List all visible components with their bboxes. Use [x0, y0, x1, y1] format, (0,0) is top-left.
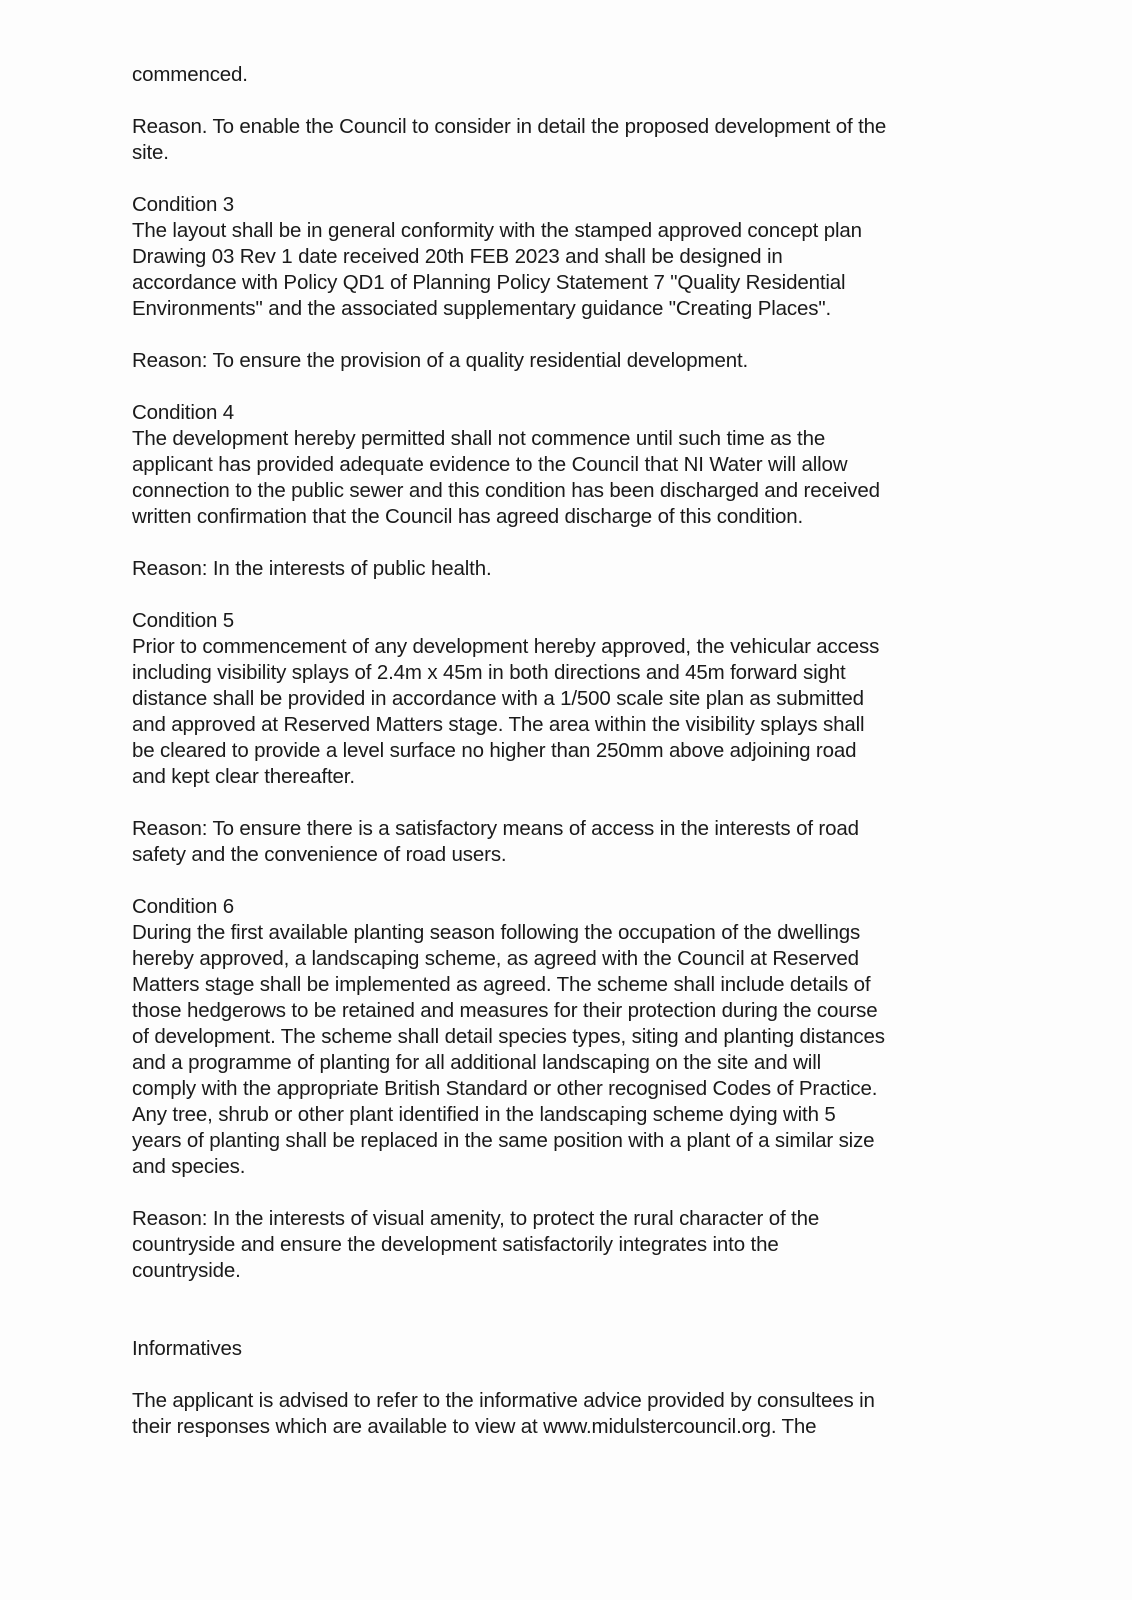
condition-heading: Condition 3	[132, 193, 235, 216]
text-line: connection to the public sewer and this condition has been discharged and received	[132, 479, 880, 502]
text-line: Reason. To enable the Council to consider in detail the proposed development of the	[132, 115, 887, 138]
text-line: and kept clear thereafter.	[132, 765, 355, 788]
text-line: Any tree, shrub or other plant identified in the landscaping scheme dying with 5	[132, 1103, 836, 1126]
text-line: During the first available planting season following the occupation of the dwellings	[132, 921, 861, 944]
informatives	[132, 1336, 1012, 1440]
text-line: Matters stage shall be implemented as agreed. The scheme shall include details of	[132, 973, 871, 996]
text-line: Drawing 03 Rev 1 date received 20th FEB 2023 and shall be designed in	[132, 245, 783, 268]
condition-2-reason	[132, 114, 1012, 166]
condition-reason: Reason: To ensure there is a satisfactory means of access in the interests of road	[132, 817, 859, 840]
condition-6	[132, 894, 1012, 1284]
text-line: and approved at Reserved Matters stage. The area within the visibility splays shall	[132, 713, 865, 736]
condition-reason: Reason: In the interests of visual amenity, to protect the rural character of the	[132, 1207, 820, 1230]
condition-reason: countryside and ensure the development satisfactorily integrates into the	[132, 1233, 779, 1256]
text-line: The applicant is advised to refer to the informative advice provided by consultees in	[132, 1389, 875, 1412]
condition-reason: Reason: To ensure the provision of a quality residential development.	[132, 349, 749, 372]
text-line: distance shall be provided in accordance with a 1/500 scale site plan as submitted	[132, 687, 864, 710]
informatives-heading: Informatives	[132, 1337, 242, 1360]
document-body	[132, 62, 1012, 1440]
condition-reason: Reason: In the interests of public health.	[132, 557, 492, 580]
condition-5	[132, 608, 1012, 868]
condition-heading: Condition 5	[132, 609, 235, 632]
text-line: accordance with Policy QD1 of Planning Policy Statement 7 "Quality Residential	[132, 271, 846, 294]
text-line: applicant has provided adequate evidence to the Council that NI Water will allow	[132, 453, 848, 476]
text-line: The development hereby permitted shall not commence until such time as the	[132, 427, 826, 450]
text-line: comply with the appropriate British Standard or other recognised Codes of Practice.	[132, 1077, 878, 1100]
condition-heading: Condition 4	[132, 401, 235, 424]
condition-reason: countryside.	[132, 1259, 241, 1282]
text-line: written confirmation that the Council has agreed discharge of this condition.	[132, 505, 804, 528]
text-line: years of planting shall be replaced in the same position with a plant of a similar size	[132, 1129, 875, 1152]
condition-heading: Condition 6	[132, 895, 235, 918]
text-line: commenced.	[132, 63, 248, 86]
text-line: be cleared to provide a level surface no higher than 250mm above adjoining road	[132, 739, 857, 762]
text-line: their responses which are available to view at www.midulstercouncil.org. The	[132, 1415, 817, 1438]
condition-3	[132, 192, 1012, 374]
intro-fragment	[132, 62, 1012, 88]
text-line: Environments" and the associated supplementary guidance "Creating Places".	[132, 297, 832, 320]
text-line: of development. The scheme shall detail species types, siting and planting distances	[132, 1025, 885, 1048]
text-line: and a programme of planting for all additional landscaping on the site and will	[132, 1051, 822, 1074]
text-line: including visibility splays of 2.4m x 45m in both directions and 45m forward sight	[132, 661, 846, 684]
text-line: site.	[132, 141, 169, 164]
condition-reason: safety and the convenience of road users.	[132, 843, 507, 866]
text-line: and species.	[132, 1155, 246, 1178]
text-line: those hedgerows to be retained and measures for their protection during the course	[132, 999, 878, 1022]
text-line: The layout shall be in general conformity with the stamped approved concept plan	[132, 219, 862, 242]
condition-4	[132, 400, 1012, 582]
text-line: hereby approved, a landscaping scheme, as agreed with the Council at Reserved	[132, 947, 859, 970]
text-line: Prior to commencement of any development hereby approved, the vehicular access	[132, 635, 880, 658]
